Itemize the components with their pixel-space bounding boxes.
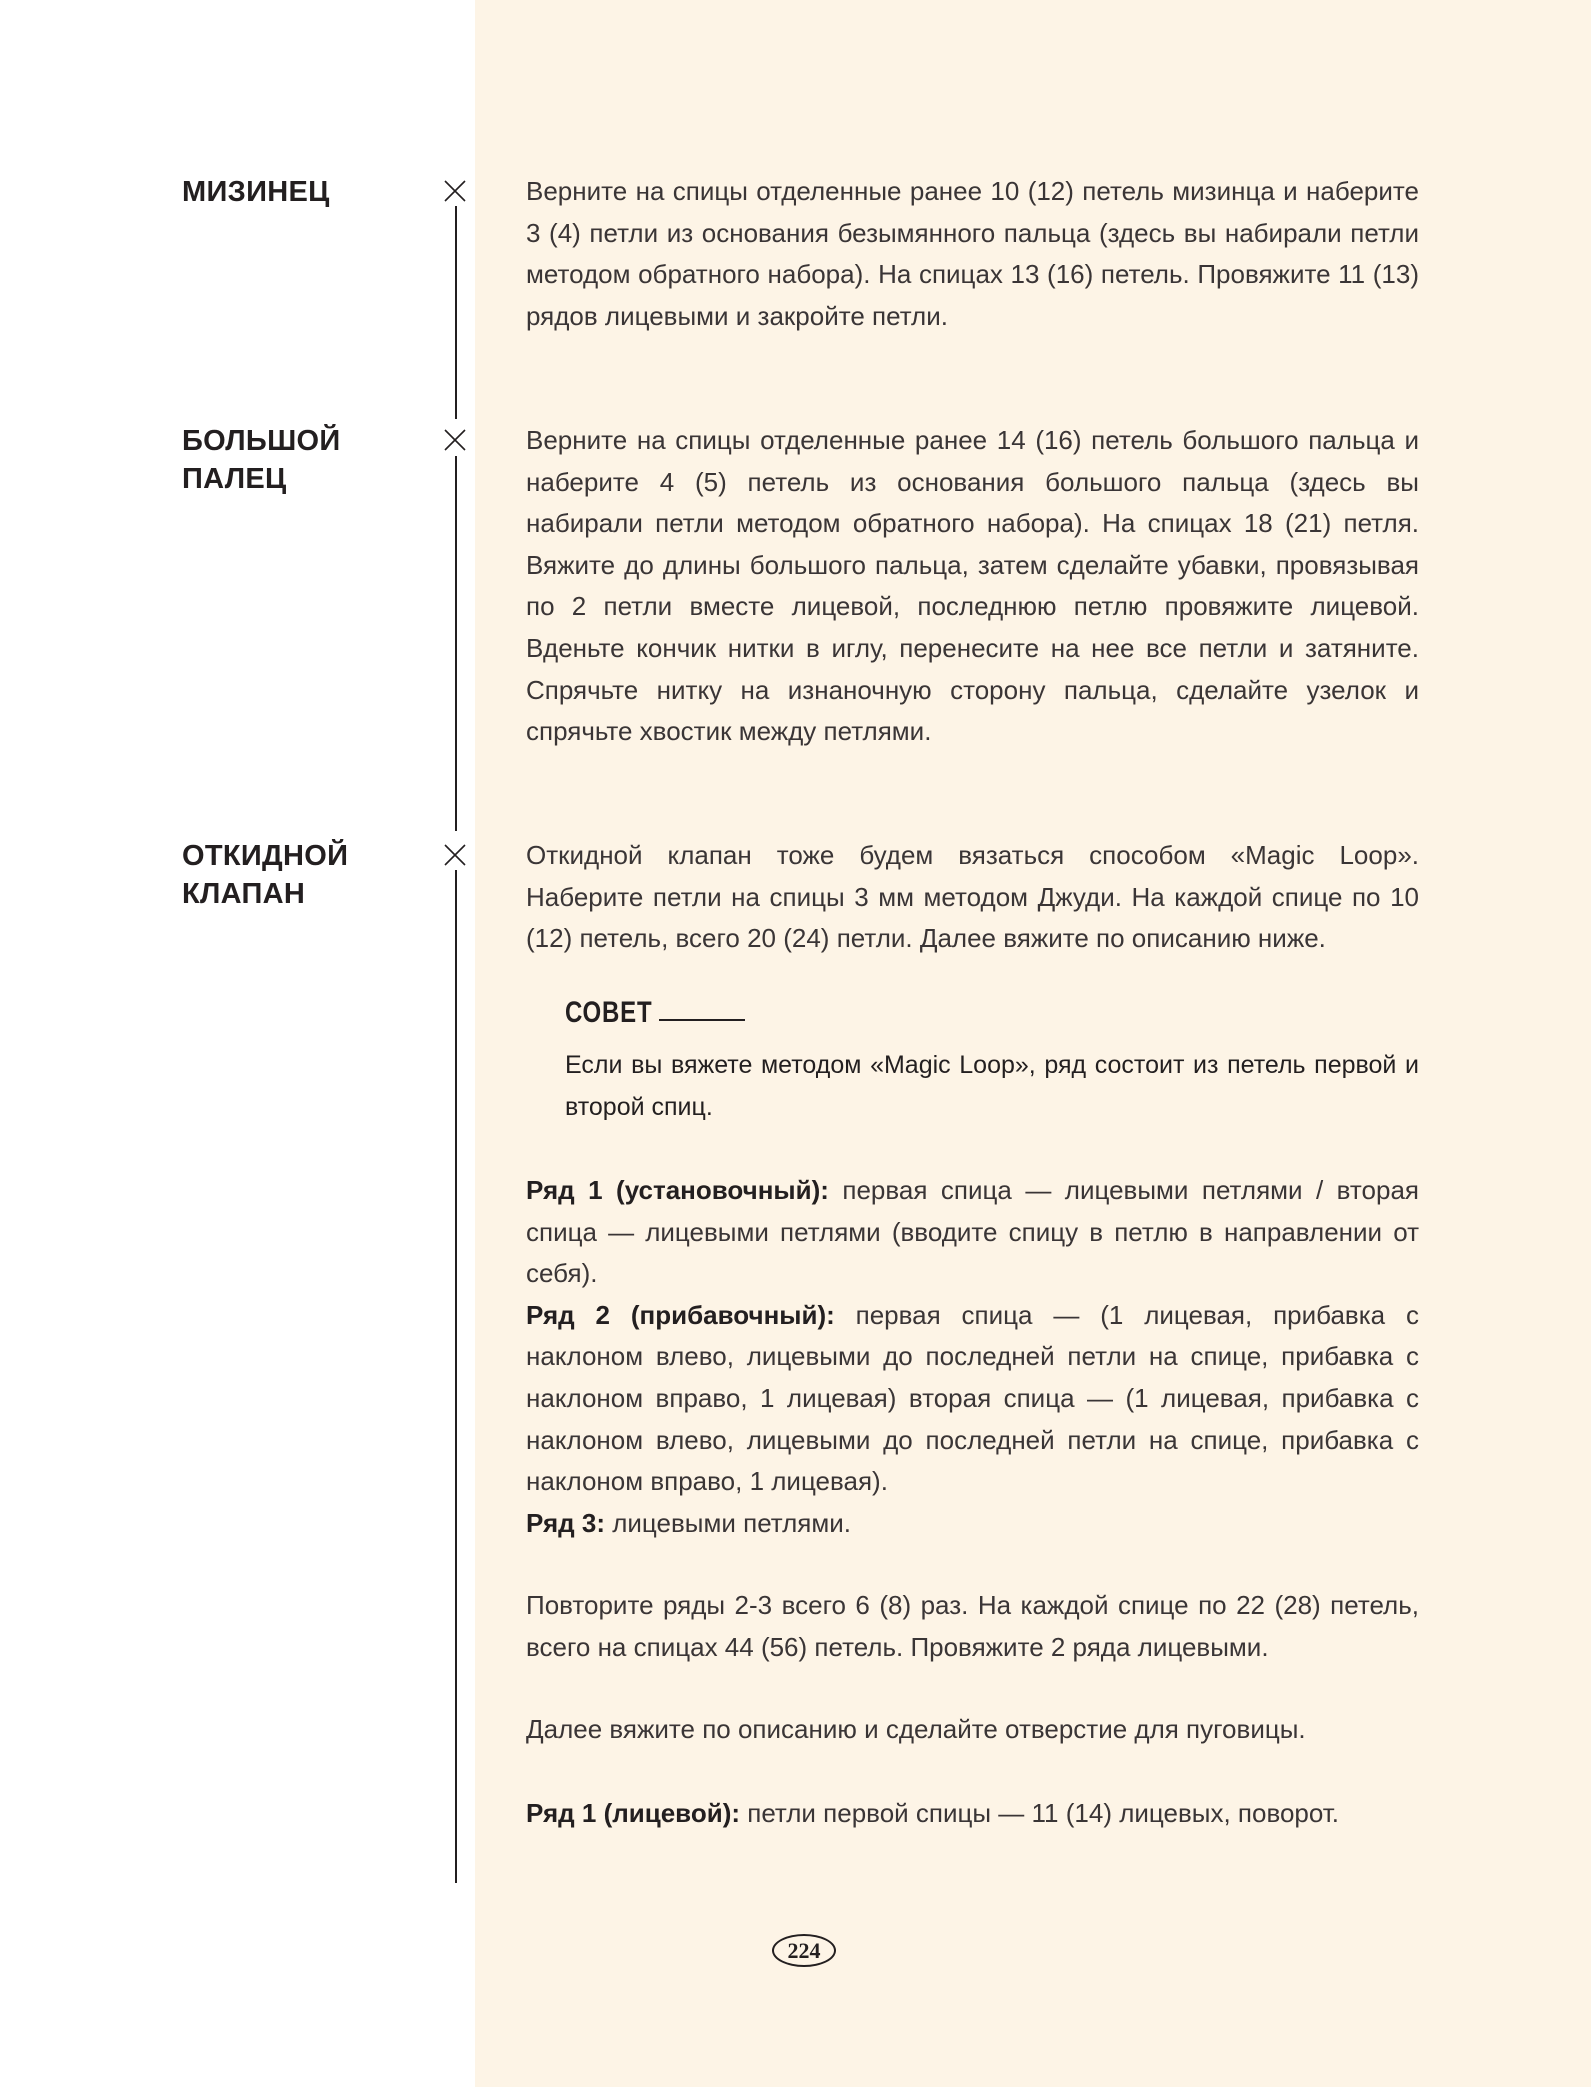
row-text: лицевыми петлями. — [605, 1507, 851, 1538]
row-label: Ряд 1 (установочный): — [526, 1175, 829, 1205]
section-heading-flap — [182, 837, 348, 913]
section-text-pinky: Верните на спицы отделенные ранее 10 (12) петель мизинца и наберите 3 (4) петли из основания безымянного пальца (здесь вы набирали петли методом обратного набора). На спицах 13 (16) петель. Провяжите 11 (13) рядов лицевыми и закройте петли. — [526, 176, 1419, 331]
section-text-flap: Откидной клапан тоже будем вязаться способом «Magic Loop». Наберите петли на спицы 3 мм методом Джуди. На каждой спице по 10 (12) петель, всего 20 (24) петли. Далее вяжите по описанию ниже. — [526, 840, 1419, 954]
tip-text: Если вы вяжете методом «Magic Loop», ряд состоит из петель первой и второй спиц. — [565, 1051, 1419, 1121]
heading-line: ОТКИДНОЙ — [182, 840, 349, 872]
row-1 — [526, 1170, 1419, 1295]
x-marker-icon — [443, 843, 467, 867]
row-instructions — [526, 1170, 1419, 1544]
row-2 — [526, 1295, 1419, 1503]
tip-title: СОВЕТ — [565, 996, 653, 1029]
x-marker-icon — [443, 428, 467, 452]
tip-rule — [659, 1019, 745, 1021]
row-label: Ряд 1 (лицевой): — [526, 1798, 741, 1828]
vertical-rule — [455, 206, 457, 419]
section-heading-pinky — [182, 173, 330, 211]
vertical-rule — [455, 456, 457, 831]
row-label: Ряд 2 (прибавочный): — [526, 1299, 835, 1330]
section-text-thumb: Верните на спицы отделенные ранее 14 (16) петель большого пальца и наберите 4 (5) петель из основания большого пальца (здесь вы набирали петли методом обратного набора). На спицах 18 (21) петля. Вяжите до длины большого пальца, затем сделайте убавки, провязывая по 2 петли вместе лицевой, последнюю петлю провяжите лицевой. Вденьте кончик нитки в иглу, перенесите на нее все петли и затяните. Спрячьте нитку на изнаночную сторону пальца, сделайте узелок и спрячьте хвостик между петлями. — [526, 425, 1419, 747]
x-marker-icon — [443, 179, 467, 203]
page-number: 224 — [772, 1934, 836, 1967]
next-paragraph: Далее вяжите по описанию и сделайте отверстие для пуговицы. — [526, 1714, 1306, 1744]
heading-line: ПАЛЕЦ — [182, 463, 287, 495]
heading-line: МИЗИНЕЦ — [182, 176, 330, 208]
vertical-rule — [455, 870, 457, 1883]
repeat-paragraph: Повторите ряды 2-3 всего 6 (8) раз. На каждой спице по 22 (28) петель, всего на спицах 44 (56) петель. Провяжите 2 ряда лицевыми. — [526, 1590, 1419, 1662]
section-heading-thumb — [182, 422, 341, 498]
row-label: Ряд 3: — [526, 1507, 606, 1538]
final-row — [526, 1793, 1419, 1835]
row-text: первая спица — (1 лицевая, прибавка с наклоном влево, лицевыми до последней петли на спице, прибавка с наклоном вправо, 1 лицевая) вторая спица — (1 лицевая, прибавка с наклоном влево, лицевыми до последней петли на спице, прибавка с наклоном вправо, 1 лицевая). — [526, 1299, 1419, 1497]
row-text: первая спица — лицевыми петлями / вторая спица — лицевыми петлями (вводите спицу в петлю в направлении от себя). — [526, 1175, 1419, 1289]
row-3 — [526, 1503, 1419, 1545]
heading-line: КЛАПАН — [182, 878, 306, 910]
heading-line: БОЛЬШОЙ — [182, 425, 341, 457]
row-text: петли первой спицы — 11 (14) лицевых, поворот. — [740, 1798, 1340, 1828]
